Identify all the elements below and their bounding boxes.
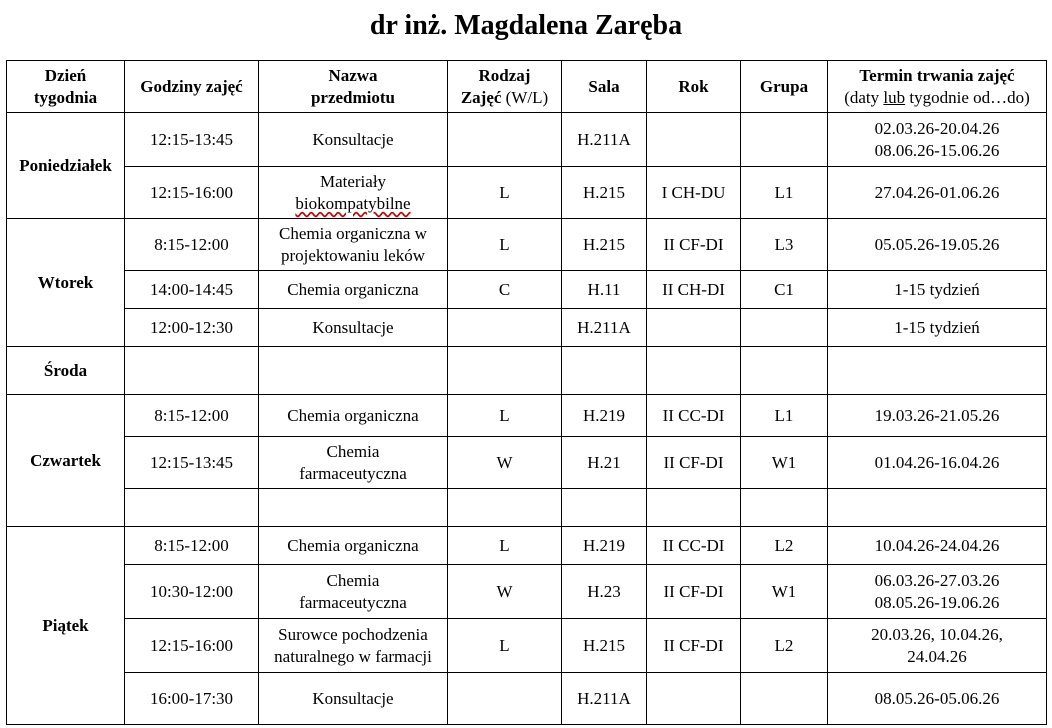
type-cell: W: [448, 437, 562, 489]
year-cell: II CF-DI: [647, 565, 741, 619]
subject-cell: Chemia organiczna: [259, 395, 448, 437]
hours-cell: [125, 347, 259, 395]
room-cell: H.11: [562, 271, 647, 309]
schedule-table: [6, 60, 1047, 725]
group-cell: L2: [741, 619, 828, 673]
header-year: Rok: [647, 61, 741, 113]
table-row: [7, 395, 1047, 437]
term-cell: 20.03.26, 10.04.26, 24.04.26: [828, 619, 1047, 673]
group-cell: [741, 113, 828, 167]
year-cell: I CH-DU: [647, 167, 741, 219]
header-term: Termin trwania zajęć (daty lub tygodnie od…do): [828, 61, 1047, 113]
year-cell: [647, 347, 741, 395]
term-cell: 19.03.26-21.05.26: [828, 395, 1047, 437]
subject-cell: Chemia farmaceutyczna: [259, 565, 448, 619]
group-cell: L1: [741, 167, 828, 219]
subject-cell: Konsultacje: [259, 113, 448, 167]
group-cell: L1: [741, 395, 828, 437]
room-cell: H.211A: [562, 673, 647, 725]
type-cell: [448, 489, 562, 527]
term-cell: 05.05.26-19.05.26: [828, 219, 1047, 271]
table-row: [7, 489, 1047, 527]
year-cell: [647, 113, 741, 167]
year-cell: II CF-DI: [647, 437, 741, 489]
term-cell: 10.04.26-24.04.26: [828, 527, 1047, 565]
year-cell: II CF-DI: [647, 219, 741, 271]
hours-cell: [125, 489, 259, 527]
year-cell: II CC-DI: [647, 395, 741, 437]
subject-cell: Materiały biokompatybilne: [259, 167, 448, 219]
year-cell: [647, 489, 741, 527]
header-subject: Nazwa przedmiotu: [259, 61, 448, 113]
room-cell: H.215: [562, 167, 647, 219]
hours-cell: 16:00-17:30: [125, 673, 259, 725]
group-cell: L3: [741, 219, 828, 271]
group-cell: [741, 347, 828, 395]
type-cell: [448, 113, 562, 167]
hours-cell: 12:15-13:45: [125, 113, 259, 167]
header-row: [7, 61, 1047, 113]
term-cell: 08.05.26-05.06.26: [828, 673, 1047, 725]
type-cell: L: [448, 219, 562, 271]
term-cell: [828, 489, 1047, 527]
page-title: dr inż. Magdalena Zaręba: [369, 10, 683, 41]
group-cell: L2: [741, 527, 828, 565]
room-cell: H.219: [562, 395, 647, 437]
subject-cell: Chemia organiczna: [259, 527, 448, 565]
header-day: Dzień tygodnia: [7, 61, 125, 113]
day-monday: Poniedziałek: [7, 113, 125, 219]
room-cell: H.215: [562, 619, 647, 673]
day-wednesday: Środa: [7, 347, 125, 395]
room-cell: H.211A: [562, 113, 647, 167]
header-type: Rodzaj Zajęć (W/L): [448, 61, 562, 113]
year-cell: [647, 673, 741, 725]
type-cell: L: [448, 395, 562, 437]
table-row: [7, 673, 1047, 725]
subject-cell: Konsultacje: [259, 673, 448, 725]
year-cell: II CF-DI: [647, 619, 741, 673]
room-cell: [562, 489, 647, 527]
subject-cell: Chemia organiczna: [259, 271, 448, 309]
subject-cell: Konsultacje: [259, 309, 448, 347]
header-hours: Godziny zajęć: [125, 61, 259, 113]
hours-cell: 12:15-16:00: [125, 167, 259, 219]
hours-cell: 12:00-12:30: [125, 309, 259, 347]
group-cell: [741, 309, 828, 347]
subject-cell: Chemia organiczna w projektowaniu leków: [259, 219, 448, 271]
hours-cell: 14:00-14:45: [125, 271, 259, 309]
room-cell: H.23: [562, 565, 647, 619]
hours-cell: 10:30-12:00: [125, 565, 259, 619]
subject-cell: Chemia farmaceutyczna: [259, 437, 448, 489]
table-row: [7, 437, 1047, 489]
year-cell: II CC-DI: [647, 527, 741, 565]
header-group: Grupa: [741, 61, 828, 113]
group-cell: W1: [741, 437, 828, 489]
hours-cell: 8:15-12:00: [125, 395, 259, 437]
term-cell: 01.04.26-16.04.26: [828, 437, 1047, 489]
type-cell: [448, 347, 562, 395]
room-cell: H.215: [562, 219, 647, 271]
year-cell: II CH-DI: [647, 271, 741, 309]
table-row: [7, 113, 1047, 167]
type-cell: C: [448, 271, 562, 309]
table-row: [7, 565, 1047, 619]
day-thursday: Czwartek: [7, 395, 125, 527]
term-cell: 27.04.26-01.06.26: [828, 167, 1047, 219]
room-cell: H.21: [562, 437, 647, 489]
hours-cell: 12:15-13:45: [125, 437, 259, 489]
subject-cell: [259, 347, 448, 395]
hours-cell: 8:15-12:00: [125, 527, 259, 565]
type-cell: L: [448, 527, 562, 565]
hours-cell: 12:15-16:00: [125, 619, 259, 673]
table-row: [7, 219, 1047, 271]
type-cell: [448, 673, 562, 725]
table-row: [7, 347, 1047, 395]
group-cell: C1: [741, 271, 828, 309]
table-row: [7, 167, 1047, 219]
group-cell: [741, 489, 828, 527]
room-cell: H.219: [562, 527, 647, 565]
group-cell: [741, 673, 828, 725]
type-cell: W: [448, 565, 562, 619]
table-row: [7, 309, 1047, 347]
day-tuesday: Wtorek: [7, 219, 125, 347]
term-cell: [828, 347, 1047, 395]
type-cell: L: [448, 167, 562, 219]
table-row: [7, 271, 1047, 309]
day-friday: Piątek: [7, 527, 125, 725]
type-cell: [448, 309, 562, 347]
year-cell: [647, 309, 741, 347]
room-cell: [562, 347, 647, 395]
table-row: [7, 619, 1047, 673]
subject-cell: Surowce pochodzenia naturalnego w farmacji: [259, 619, 448, 673]
term-cell: 06.03.26-27.03.26 08.05.26-19.06.26: [828, 565, 1047, 619]
room-cell: H.211A: [562, 309, 647, 347]
group-cell: W1: [741, 565, 828, 619]
header-room: Sala: [562, 61, 647, 113]
term-cell: 1-15 tydzień: [828, 309, 1047, 347]
term-cell: 02.03.26-20.04.26 08.06.26-15.06.26: [828, 113, 1047, 167]
term-cell: 1-15 tydzień: [828, 271, 1047, 309]
hours-cell: 8:15-12:00: [125, 219, 259, 271]
table-row: [7, 527, 1047, 565]
subject-cell: [259, 489, 448, 527]
type-cell: L: [448, 619, 562, 673]
